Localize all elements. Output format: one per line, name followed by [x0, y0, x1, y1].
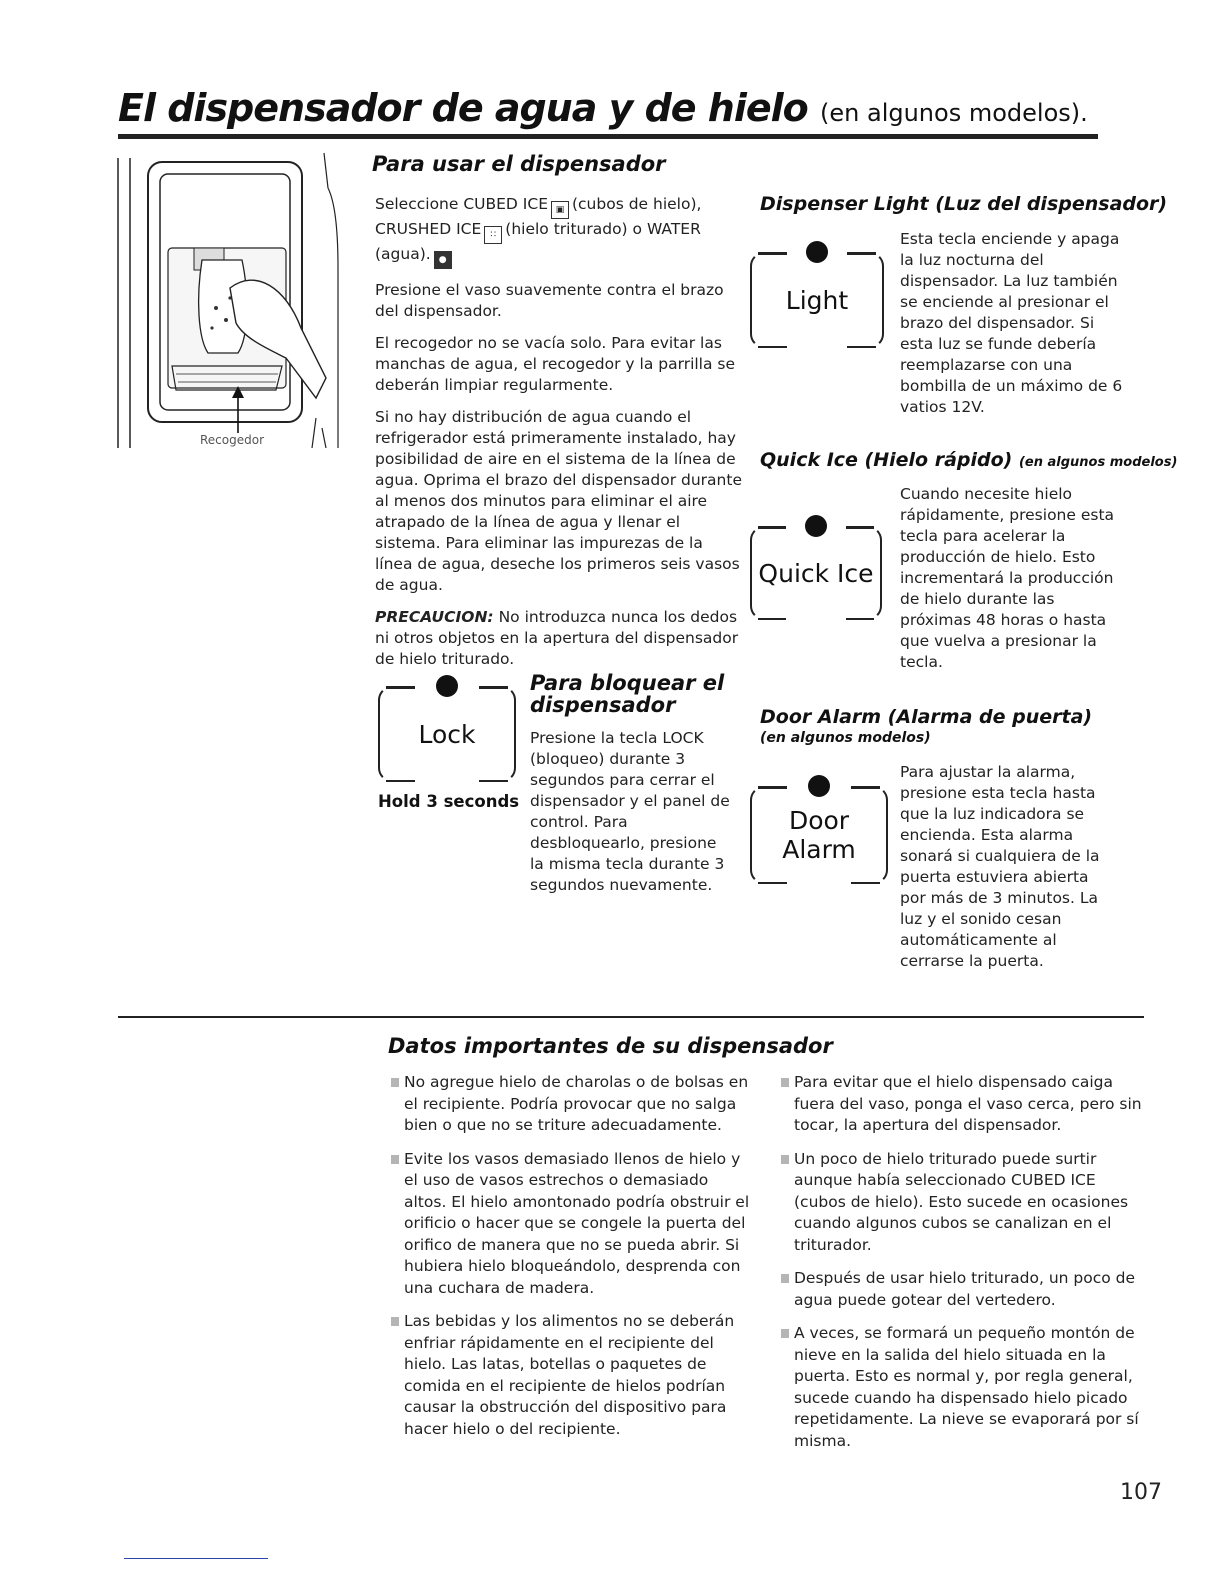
light-key-label: Light [785, 285, 849, 315]
quick-ice-key[interactable] [750, 526, 882, 620]
use-paragraph-1 [375, 194, 745, 269]
door-alarm-key[interactable] [750, 786, 888, 884]
illustration-caption: Recogedor [200, 433, 265, 447]
crushed-ice-icon: ∷ [484, 226, 502, 244]
lock-heading: Para bloquear el dispensador [530, 671, 725, 717]
door-alarm-heading: Door Alarm (Alarma de puerta) [760, 706, 1093, 728]
bullet-icon [781, 1155, 789, 1164]
bullet-icon [781, 1274, 789, 1283]
bullet-icon [391, 1317, 399, 1326]
door-alarm-text: Para ajustar la alarma, presione esta tecla hasta que la luz indicadora se encienda. Esta alarma sonará si cualquiera de la puerta estuviera abierta por más de 3 minutos. La luz y el sonido cesan automáticamente al cerrarse la puerta. [900, 763, 1100, 970]
list-item-text: A veces, se formará un pequeño montón de nieve en la salida del hielo situada en la puerta. Esto es normal y, por regla general, sucede cuando ha dispensado hielo picado repetidamente. La nieve se evaporará por sí misma. [794, 1324, 1139, 1450]
section-divider [118, 1016, 1144, 1018]
use-paragraph-2: Presione el vaso suavemente contra el brazo del dispensador. [375, 281, 724, 320]
title-rule [118, 134, 1098, 139]
lock-key[interactable] [378, 686, 516, 782]
cubed-ice-icon: ▣ [551, 201, 569, 219]
footer-rule [124, 1558, 268, 1559]
door-alarm-key-label-2: Alarm [782, 835, 856, 864]
hold-label: Hold 3 seconds [378, 792, 520, 811]
list-item-text: Para evitar que el hielo dispensado caiga fuera del vaso, ponga el vaso cerca, pero sin tocar, la apertura del dispensador. [794, 1073, 1142, 1134]
list-item-text: No agregue hielo de charolas o de bolsas en el recipiente. Podría provocar que no salga bien o que no se triture adecuadamente. [404, 1073, 749, 1134]
lock-indicator-dot [436, 675, 458, 697]
quick-ice-key-label: Quick Ice [758, 558, 874, 588]
door-alarm-indicator-dot [808, 775, 830, 797]
quick-ice-heading [760, 449, 1177, 471]
precaution-paragraph [375, 607, 745, 670]
lock-text: Presione la tecla LOCK (bloqueo) durante 3 segundos para cerrar el dispensador y el panel de control. Para desbloquearlo, presione la misma tecla durante 3 segundos nuevamente. [530, 729, 730, 894]
light-heading: Dispenser Light (Luz del dispensador) [760, 193, 1168, 215]
light-indicator-dot [806, 241, 828, 263]
lock-key-label: Lock [418, 719, 476, 749]
door-alarm-heading-note: (en algunos modelos) [760, 730, 931, 746]
precaution-text: No introduzca nunca los dedos ni otros objetos en la apertura del dispensador de hielo triturado. [375, 608, 739, 668]
bullet-icon [391, 1155, 399, 1164]
precaution-label: PRECAUCION: [375, 608, 494, 626]
list-item-text: Las bebidas y los alimentos no se deberán enfriar rápidamente en el recipiente del hielo. Las latas, botellas o paquetes de comida en el recipiente de hielos podrían causar la obstrucción del dispositivo para hacer hielo o del recipiente. [404, 1312, 735, 1438]
page-subtitle: (en algunos modelos). [820, 99, 1088, 127]
bullet-icon [781, 1078, 789, 1087]
p1-part-b: (cubos de hielo), CRUSHED ICE [375, 195, 702, 238]
bullet-icon [391, 1078, 399, 1087]
door-alarm-key-label-1: Door [788, 806, 850, 835]
list-item [390, 1149, 754, 1300]
important-left-list [390, 1072, 754, 1452]
use-paragraph-3: El recogedor no se vacía solo. Para evitar las manchas de agua, el recogedor y la parrilla se deberán limpiar regularmente. [375, 334, 736, 394]
important-heading: Datos importantes de su dispensador [388, 1034, 833, 1058]
use-section-heading: Para usar el dispensador [372, 152, 666, 176]
bullet-icon [781, 1329, 789, 1338]
use-section-body [375, 194, 745, 681]
p1-part-a: Seleccione CUBED ICE [375, 195, 548, 213]
light-text: Esta tecla enciende y apaga la luz nocturna del dispensador. La luz también se enciende al presionar el brazo del dispensador. Si esta luz se funde debería reemplazarse con una bombilla de un máximo de 6 vatios 12V. [900, 230, 1123, 416]
list-item [780, 1268, 1145, 1311]
quick-ice-text: Cuando necesite hielo rápidamente, presione esta tecla para acelerar la producción de hielo. Esto incrementará la producción de hielo durante las próximas 48 horas o hasta que vuelva a presionar la tecla. [900, 485, 1115, 671]
list-item [780, 1072, 1145, 1137]
quick-ice-heading-text: Quick Ice (Hielo rápido) [760, 449, 1013, 471]
list-item-text: Evite los vasos demasiado llenos de hielo y el uso de vasos estrechos o demasiado altos. El hielo amontonado podría obstruir el orificio o hacer que se congele la puerta del orifico de manera que no se pueda abrir. Si hubiera hielo bloqueándolo, desprenda con una cuchara de madera. [404, 1149, 750, 1297]
list-item-text: Un poco de hielo triturado puede surtir aunque había seleccionado CUBED ICE (cubos de hielo). Esto sucede en ocasiones cuando algunos cubos se canalizan en el triturador. [794, 1149, 1129, 1254]
quick-ice-heading-note: (en algunos modelos) [1018, 455, 1178, 470]
list-item-text: Después de usar hielo triturado, un poco de agua puede gotear del vertedero. [794, 1269, 1136, 1309]
page-number: 107 [1120, 1480, 1162, 1505]
dispenser-illustration [116, 148, 346, 448]
use-paragraph-4: Si no hay distribución de agua cuando el refrigerador está primeramente instalado, hay posibilidad de aire en el sistema de la línea de agua. Oprima el brazo del dispensador durante al menos dos minutos para eliminar el aire atrapado de la línea de agua y llenar el sistema. Para eliminar las impurezas de la línea de agua, deseche los primeros seis vasos de agua. [375, 408, 742, 594]
quick-ice-indicator-dot [805, 515, 827, 537]
water-icon: ● [434, 251, 452, 269]
important-right-list [780, 1072, 1145, 1464]
list-item [390, 1311, 754, 1440]
list-item [780, 1149, 1145, 1257]
list-item [780, 1323, 1145, 1452]
list-item [390, 1072, 754, 1137]
light-key[interactable] [750, 252, 884, 348]
p1-part-c: (hielo triturado) o WATER (agua). [375, 220, 701, 263]
page-title: El dispensador de agua y de hielo (en algunos modelos). [118, 86, 1088, 130]
